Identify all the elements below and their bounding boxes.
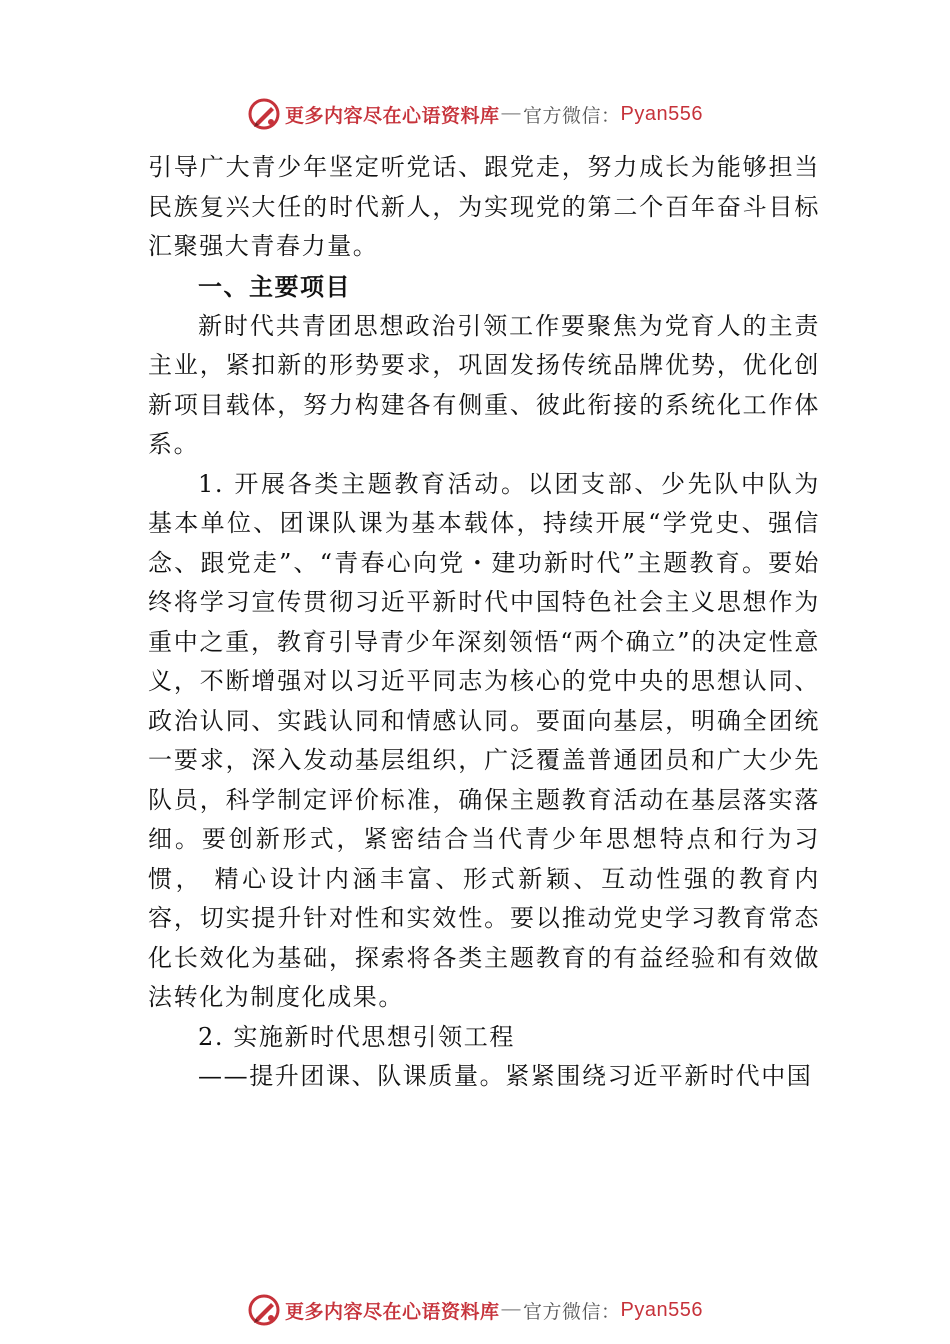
watermark-label: 官方微信：	[523, 1300, 621, 1323]
intro-continuation-paragraph: 引导广大青少年坚定听党话、跟党走，努力成长为能够担当民族复兴大任的时代新人，为实现党的第二个百年奋斗目标汇聚强大青春力量。	[148, 153, 820, 260]
header-watermark	[0, 94, 950, 134]
footer-watermark	[0, 1290, 950, 1330]
watermark-brand: 更多内容尽在心语资料库	[285, 1300, 500, 1323]
watermark-label: 官方微信：	[523, 104, 621, 127]
section-intro-paragraph: 新时代共青团思想政治引领工作要聚焦为党育人的主责主业，紧扣新的形势要求，巩固发扬传统品牌优势，优化创新项目载体，努力构建各有侧重、彼此衔接的系统化工作体系。	[148, 311, 820, 458]
item-2-title: 2. 实施新时代思想引领工程	[198, 1022, 515, 1051]
item-1-paragraph: 1. 开展各类主题教育活动。以团支部、少先队中队为基本单位、团课队课为基本载体，持续开展“学党史、强信念、跟党走”、“青春心向党・建功新时代”主题教育。要始终将学习宣传贯彻习近平新时代中国特色社会主义思想作为重中之重，教育引导青少年深刻领悟“两个确立”的决定性意义，不断增强对以习近平同志为核心的党中央的思想认同、政治认同、实践认同和情感认同。要面向基层，明确全团统一要求，深入发动基层组织，广泛覆盖普通团员和广大少先队员，科学制定评价标准，确保主题教育活动在基层落实落细。要创新形式，紧密结合当代青少年思想特点和行为习惯， 精心设计内涵丰富、形式新颖、互动性强的教育内容，切实提升针对性和实效性。要以推动党史学习教育常态化长效化为基础，探索将各类主题教育的有益经验和有效做法转化为制度化成果。	[148, 469, 820, 1011]
section-heading: 一、主要项目	[198, 272, 351, 301]
item-2-subpoint-1: ——提升团课、队课质量。紧紧围绕习近平新时代中国	[198, 1062, 813, 1090]
watermark-handle: Pyan556	[620, 1298, 703, 1321]
watermark-brand: 更多内容尽在心语资料库	[285, 104, 500, 127]
watermark-dash: —	[501, 1299, 522, 1320]
document-body	[148, 148, 820, 1097]
watermark-dash: —	[501, 103, 522, 124]
watermark-handle: Pyan556	[620, 102, 703, 125]
pen-logo-icon	[247, 1293, 281, 1327]
pen-logo-icon	[247, 97, 281, 131]
